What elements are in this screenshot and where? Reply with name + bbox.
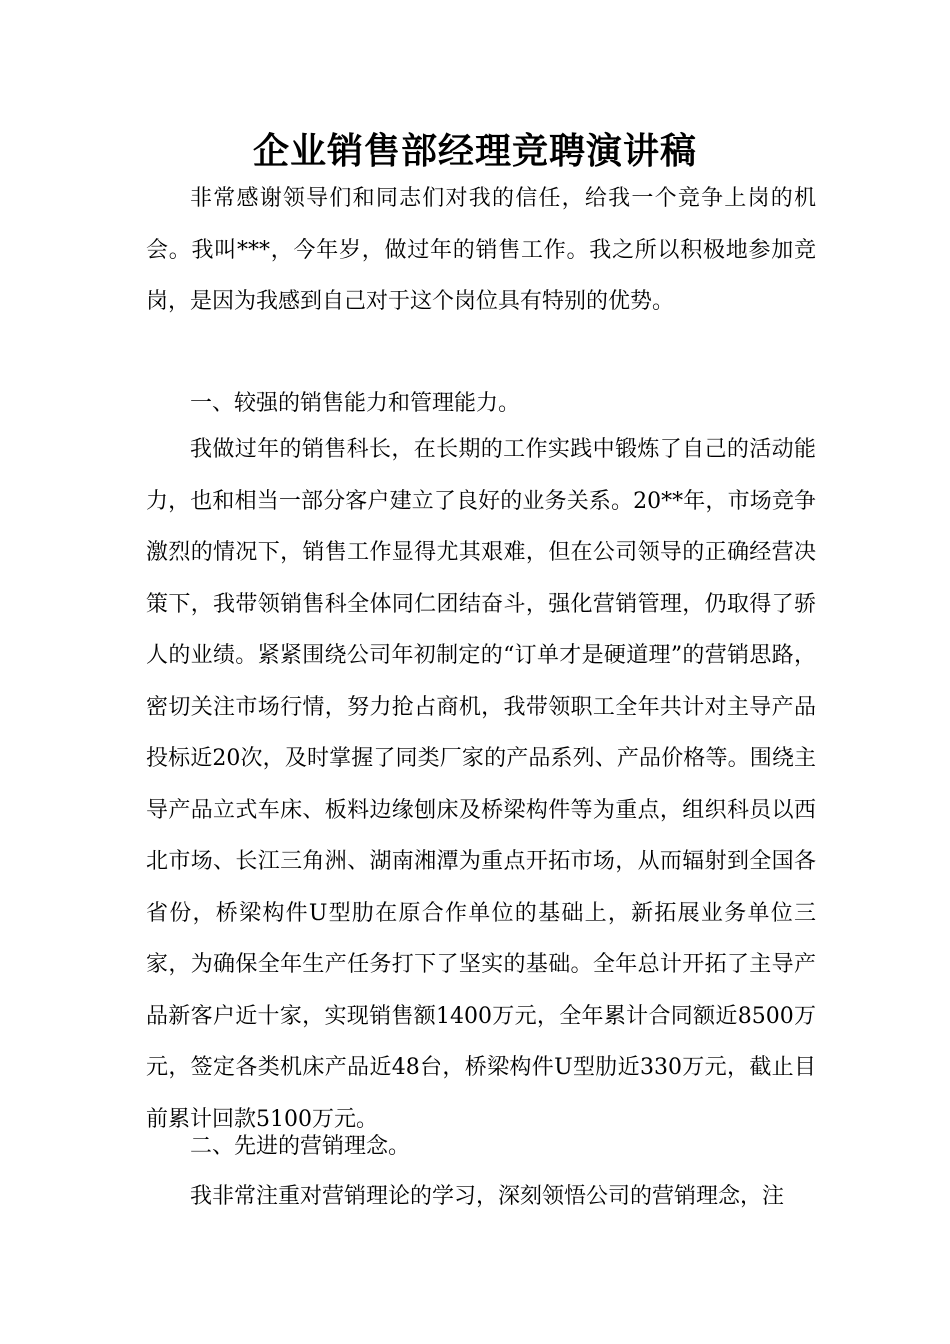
section-heading-one: 一、较强的销售能力和管理能力。 (190, 391, 521, 416)
section-two-paragraph: 我非常注重对营销理论的学习，深刻领悟公司的营销理念，注 (190, 1184, 785, 1209)
section-heading-two: 二、先进的营销理念。 (190, 1134, 411, 1159)
intro-paragraph: 非常感谢领导们和同志们对我的信任，给我一个竞争上岗的机会。我叫***，今年岁，做过年的销售工作。我之所以积极地参加竞岗，是因为我感到自己对于这个岗位具有特别的优势。 (146, 186, 816, 314)
section-one-paragraph: 我做过年的销售科长，在长期的工作实践中锻炼了自己的活动能力，也和相当一部分客户建立了良好的业务关系。20**年，市场竞争激烈的情况下，销售工作显得尤其艰难，但在公司领导的正确经营决策下，我带领销售科全体同仁团结奋斗，强化营销管理，仍取得了骄人的业绩。紧紧围绕公司年初制定的“订单才是硬道理”的营销思路，密切关注市场行情，努力抢占商机，我带领职工全年共计对主导产品投标近20次，及时掌握了同类厂家的产品系列、产品价格等。围绕主导产品立式车床、板料边缘刨床及桥梁构件等为重点，组织科员以西北市场、长江三角洲、湖南湘潭为重点开拓市场，从而辐射到全国各省份，桥梁构件U型肋在原合作单位的基础上，新拓展业务单位三家，为确保全年生产任务打下了坚实的基础。全年总计开拓了主导产品新客户近十家，实现销售额1400万元，全年累计合同额近8500万元，签定各类机床产品近48台，桥梁构件U型肋近330万元，截止目前累计回款5100万元。 (146, 437, 816, 1132)
document-title: 企业销售部经理竞聘演讲稿 (252, 131, 697, 172)
